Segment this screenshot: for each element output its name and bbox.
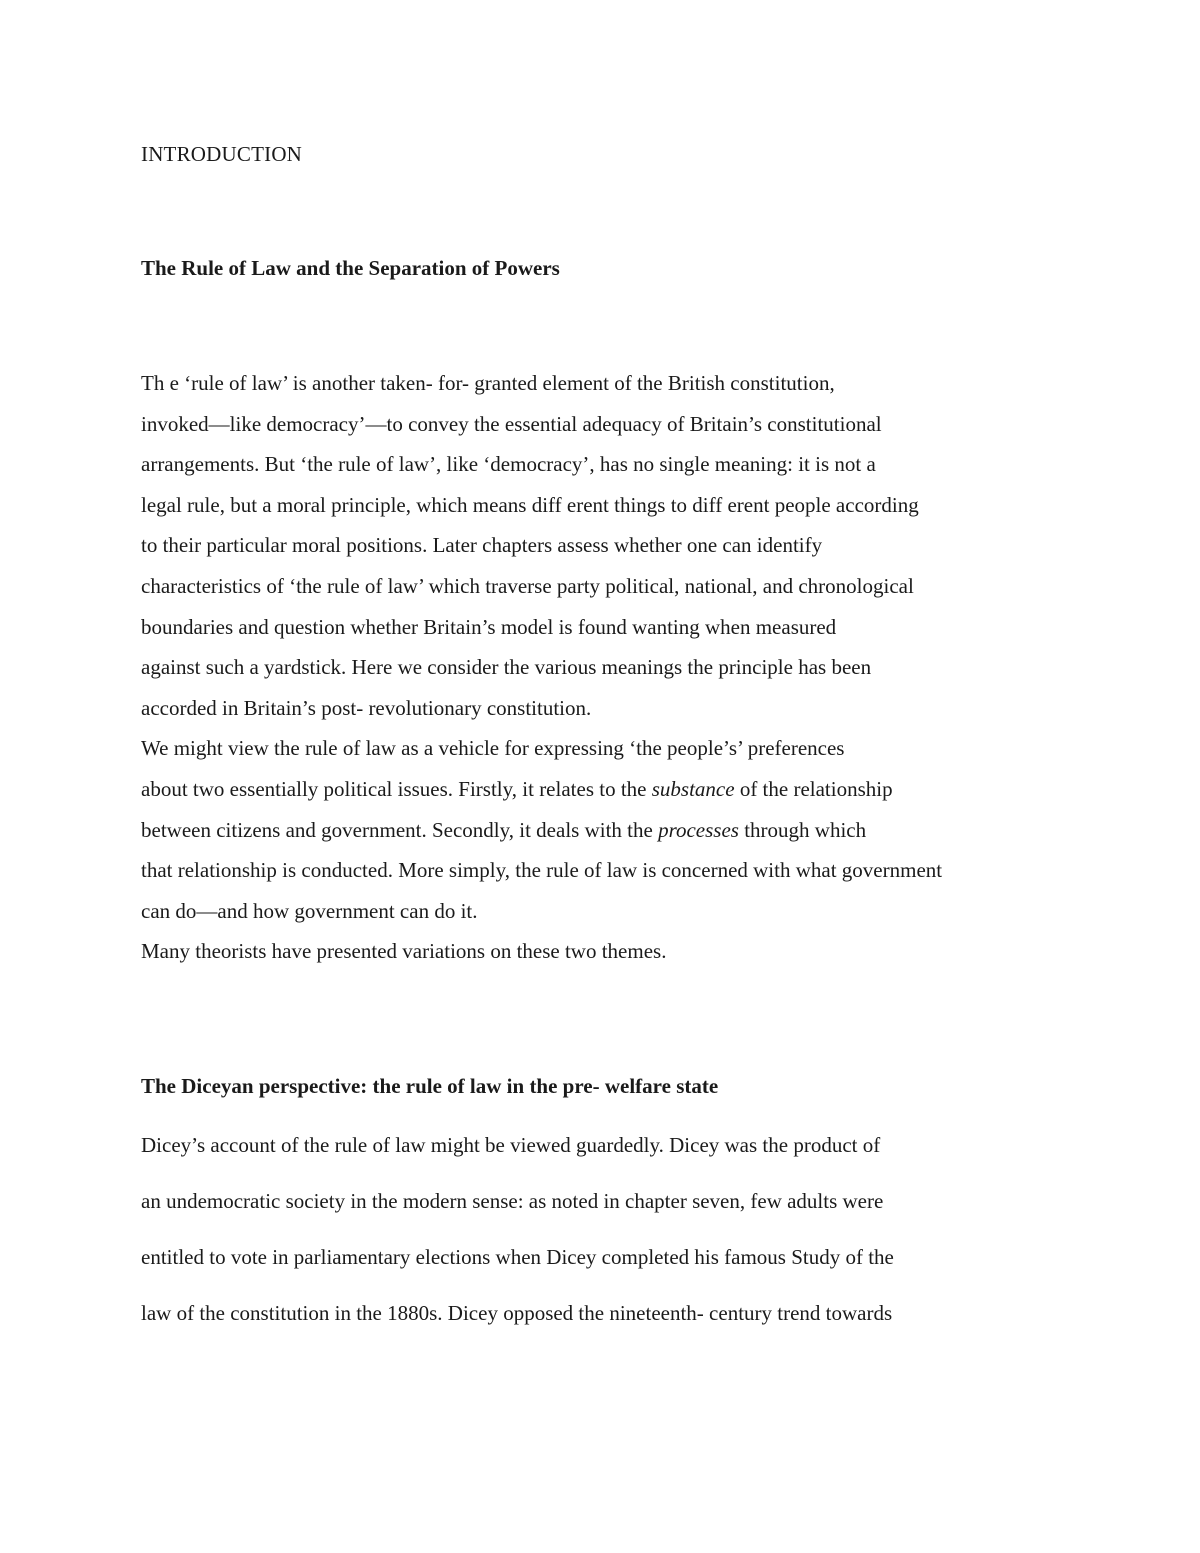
text-line: legal rule, but a moral principle, which means diff erent things to diff erent people according [141,492,919,517]
text-line: accorded in Britain’s post- revolutionary constitution. [141,695,592,720]
text-line: to their particular moral positions. Later chapters assess whether one can identify [141,533,823,558]
text-line-substance [141,769,1141,810]
text-segment: through which [738,817,867,842]
section-heading-diceyan: The Diceyan perspective: the rule of law in the pre- welfare state [141,1074,719,1098]
text-line: characteristics of ‘the rule of law’ which traverse party political, national, and chronological [141,573,914,598]
text-line: boundaries and question whether Britain’s model is found wanting when measured [141,614,837,639]
text-line: arrangements. But ‘the rule of law’, like ‘democracy’, has no single meaning: it is not a [141,452,876,477]
paragraph-diceyan [141,1123,1141,1347]
document-title: INTRODUCTION [141,142,303,166]
text-segment: about two essentially political issues. Firstly, it relates to the [141,776,652,801]
text-line: We might view the rule of law as a vehicle for expressing ‘the people’s’ preferences [141,736,845,761]
paragraph-rule-of-law [141,363,1141,972]
text-line: can do—and how government can do it. [141,898,478,923]
text-segment: of the relationship [734,776,893,801]
italic-term-processes: processes [658,817,739,842]
text-line-processes [141,810,1141,851]
text-line: an undemocratic society in the modern sense: as noted in chapter seven, few adults were [141,1189,884,1213]
text-line: law of the constitution in the 1880s. Dicey opposed the nineteenth- century trend towards [141,1301,893,1325]
text-line: invoked—like democracy’—to convey the essential adequacy of Britain’s constitutional [141,411,882,436]
text-line: Th e ‘rule of law’ is another taken- for- granted element of the British constitution, [141,371,835,395]
text-line: that relationship is conducted. More simply, the rule of law is concerned with what government [141,858,943,883]
text-line: Many theorists have presented variations on these two themes. [141,939,667,964]
text-segment: between citizens and government. Secondly, it deals with the [141,817,659,842]
chapter-subtitle: The Rule of Law and the Separation of Powers [141,256,560,280]
italic-term-substance: substance [651,776,735,801]
text-line: against such a yardstick. Here we consider the various meanings the principle has been [141,655,872,680]
text-line: Dicey’s account of the rule of law might be viewed guardedly. Dicey was the product of [141,1133,881,1157]
text-line: entitled to vote in parliamentary elections when Dicey completed his famous Study of the [141,1245,894,1269]
